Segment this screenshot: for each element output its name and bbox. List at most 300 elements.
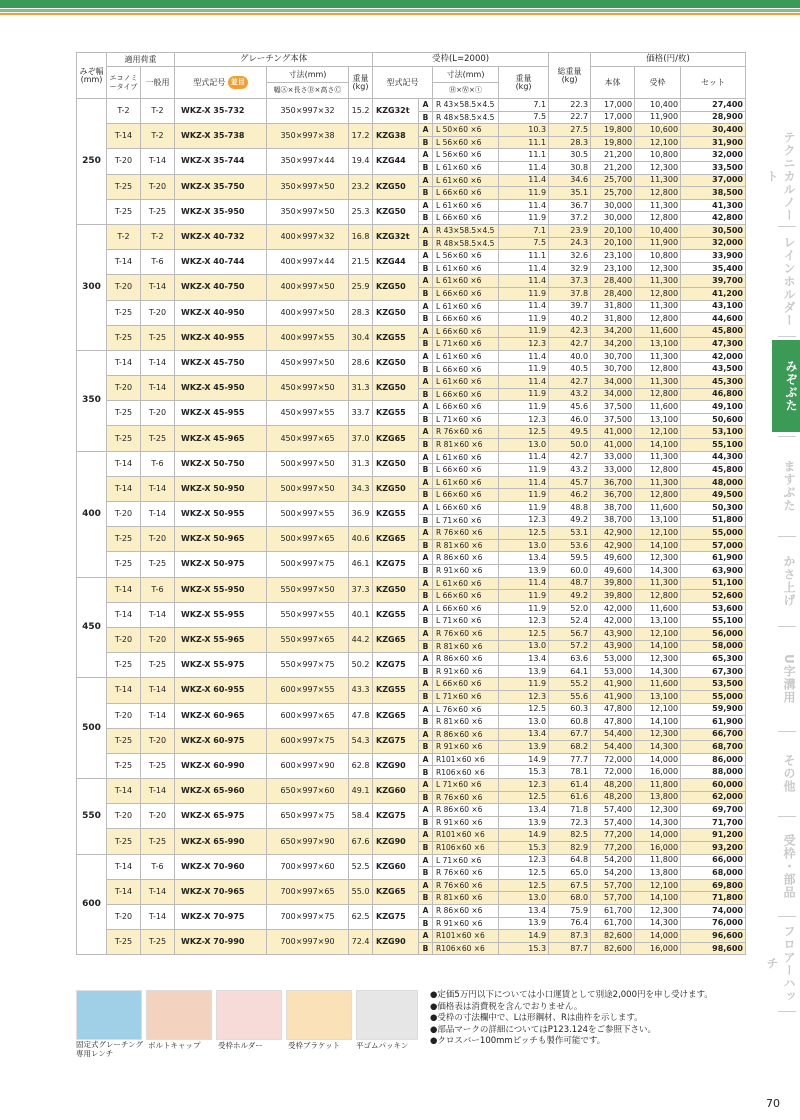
frame-dimension-cell: R 86×60 ×6 [433, 804, 499, 817]
total-weight-cell: 60.8 [549, 716, 591, 729]
eco-load-cell: T-25 [107, 829, 141, 854]
frame-weight-cell: 10.3 [499, 124, 549, 137]
total-weight-cell: 27.5 [549, 124, 591, 137]
frame-dimension-cell: L 56×60 ×6 [433, 136, 499, 149]
frame-model-cell: KZG44 [373, 250, 419, 275]
frame-dimension-cell: L 61×60 ×6 [433, 275, 499, 288]
frame-dimension-cell: R 81×60 ×6 [433, 716, 499, 729]
dimension-cell: 500×997×75 [267, 552, 349, 577]
body-price-cell: 17,000 [591, 99, 635, 112]
body-price-cell: 77,200 [591, 829, 635, 842]
header-load: 適用荷重 [107, 53, 175, 67]
frame-model-cell: KZG32t [373, 99, 419, 124]
total-weight-cell: 37.3 [549, 275, 591, 288]
dimension-cell: 350×997×44 [267, 149, 349, 174]
table-row [77, 325, 746, 338]
total-weight-cell: 55.6 [549, 690, 591, 703]
frame-price-cell: 12,100 [635, 879, 681, 892]
header-frame: 受枠(L=2000) [373, 53, 549, 67]
body-price-cell: 17,000 [591, 111, 635, 124]
dimension-cell: 350×997×50 [267, 199, 349, 224]
general-load-cell: T-14 [141, 779, 175, 804]
accessory-images [76, 990, 421, 1058]
dimension-cell: 400×997×50 [267, 275, 349, 300]
body-price-cell: 41,000 [591, 439, 635, 452]
body-price-cell: 53,000 [591, 653, 635, 666]
accessory-caption: 平ゴムパッキン [356, 1041, 409, 1050]
table-row [77, 401, 746, 414]
frame-price-cell: 14,100 [635, 439, 681, 452]
frame-type-cell: A [419, 930, 433, 943]
frame-price-cell: 14,100 [635, 539, 681, 552]
dimension-cell: 600×997×55 [267, 678, 349, 703]
set-price-cell: 69,800 [681, 879, 746, 892]
general-load-cell: T-20 [141, 804, 175, 829]
set-price-cell: 68,700 [681, 741, 746, 754]
frame-weight-cell: 11.4 [499, 174, 549, 187]
body-price-cell: 57,400 [591, 816, 635, 829]
set-price-cell: 68,000 [681, 867, 746, 880]
frame-weight-cell: 13.4 [499, 552, 549, 565]
frame-price-cell: 10,800 [635, 250, 681, 263]
model-cell: WKZ-X 40-732 [175, 224, 267, 249]
set-price-cell: 41,200 [681, 287, 746, 300]
frame-dimension-cell: R 91×60 ×6 [433, 816, 499, 829]
dimension-cell: 700×997×90 [267, 930, 349, 955]
model-cell: WKZ-X 50-950 [175, 476, 267, 501]
general-load-cell: T-25 [141, 829, 175, 854]
frame-dimension-cell: R 43×58.5×4.5 [433, 224, 499, 237]
frame-price-cell: 11,900 [635, 237, 681, 250]
body-price-cell: 49,600 [591, 564, 635, 577]
total-weight-cell: 60.0 [549, 564, 591, 577]
frame-bracket-image [286, 990, 352, 1040]
frame-model-cell: KZG60 [373, 854, 419, 879]
weight-cell: 52.5 [349, 854, 373, 879]
model-cell: WKZ-X 35-750 [175, 174, 267, 199]
frame-weight-cell: 13.9 [499, 564, 549, 577]
weight-cell: 28.6 [349, 350, 373, 375]
frame-model-cell: KZG50 [373, 476, 419, 501]
frame-price-cell: 12,800 [635, 313, 681, 326]
frame-price-cell: 14,000 [635, 829, 681, 842]
frame-type-cell: A [419, 476, 433, 489]
top-color-bar [0, 0, 800, 24]
frame-weight-cell: 13.4 [499, 804, 549, 817]
frame-dimension-cell: R 91×60 ×6 [433, 917, 499, 930]
wrench-image [76, 990, 142, 1040]
weight-cell: 16.8 [349, 224, 373, 249]
body-price-cell: 57,700 [591, 892, 635, 905]
model-cell: WKZ-X 35-732 [175, 99, 267, 124]
weight-cell: 43.3 [349, 678, 373, 703]
general-load-cell: T-14 [141, 275, 175, 300]
weight-cell: 40.1 [349, 602, 373, 627]
frame-dimension-cell: L 71×60 ×6 [433, 854, 499, 867]
frame-price-cell: 11,600 [635, 502, 681, 515]
set-price-cell: 58,000 [681, 640, 746, 653]
total-weight-cell: 24.3 [549, 237, 591, 250]
frame-type-cell: B [419, 590, 433, 603]
frame-dimension-cell: R101×60 ×6 [433, 829, 499, 842]
weight-cell: 37.0 [349, 426, 373, 451]
page-number: 70 [766, 1097, 780, 1110]
frame-price-cell: 14,300 [635, 564, 681, 577]
side-tab-divider [778, 536, 796, 537]
weight-cell: 19.4 [349, 149, 373, 174]
total-weight-cell: 68.2 [549, 741, 591, 754]
side-tab-divider [778, 816, 796, 817]
body-price-cell: 28,400 [591, 287, 635, 300]
general-load-cell: T-20 [141, 527, 175, 552]
model-cell: WKZ-X 65-960 [175, 779, 267, 804]
body-price-cell: 38,700 [591, 514, 635, 527]
frame-price-cell: 12,300 [635, 262, 681, 275]
eco-load-cell: T-25 [107, 527, 141, 552]
side-tab-divider [778, 336, 796, 337]
header-dims: 寸法(mm) [267, 67, 349, 83]
header-total: 総重量 (kg) [549, 53, 591, 99]
total-weight-cell: 40.5 [549, 363, 591, 376]
side-tab[interactable]: 受枠・部品 [782, 833, 796, 899]
frame-price-cell: 11,800 [635, 779, 681, 792]
set-price-cell: 47,300 [681, 338, 746, 351]
set-price-cell: 39,700 [681, 275, 746, 288]
header-general: 一般用 [141, 67, 175, 99]
frame-dimension-cell: L 66×60 ×6 [433, 602, 499, 615]
body-price-cell: 25,700 [591, 174, 635, 187]
table-row [77, 502, 746, 515]
frame-model-cell: KZG90 [373, 753, 419, 778]
dimension-cell: 500×997×65 [267, 527, 349, 552]
weight-cell: 21.5 [349, 250, 373, 275]
frame-price-cell: 12,300 [635, 905, 681, 918]
body-price-cell: 21,200 [591, 149, 635, 162]
frame-type-cell: A [419, 527, 433, 540]
frame-weight-cell: 11.4 [499, 161, 549, 174]
model-cell: WKZ-X 40-955 [175, 325, 267, 350]
set-price-cell: 41,300 [681, 199, 746, 212]
side-tab[interactable]: みぞぶた [772, 340, 800, 432]
body-price-cell: 33,000 [591, 464, 635, 477]
weight-cell: 47.8 [349, 703, 373, 728]
body-price-cell: 38,700 [591, 502, 635, 515]
header-eco: エコノミータイプ [107, 67, 141, 99]
frame-price-cell: 12,300 [635, 552, 681, 565]
frame-price-cell: 11,300 [635, 350, 681, 363]
frame-type-cell: B [419, 716, 433, 729]
frame-type-cell: A [419, 905, 433, 918]
frame-type-cell: B [419, 388, 433, 401]
body-price-cell: 47,800 [591, 716, 635, 729]
dimension-cell: 700×997×65 [267, 879, 349, 904]
frame-dimension-cell: L 71×60 ×6 [433, 514, 499, 527]
model-cell: WKZ-X 70-965 [175, 879, 267, 904]
frame-weight-cell: 11.9 [499, 325, 549, 338]
body-price-cell: 82,600 [591, 930, 635, 943]
set-price-cell: 31,900 [681, 136, 746, 149]
frame-dimension-cell: L 50×60 ×6 [433, 124, 499, 137]
set-price-cell: 48,000 [681, 476, 746, 489]
frame-dimension-cell: L 71×60 ×6 [433, 413, 499, 426]
set-price-cell: 51,100 [681, 577, 746, 590]
body-price-cell: 61,700 [591, 905, 635, 918]
dimension-cell: 450×997×55 [267, 401, 349, 426]
side-tab[interactable]: U字溝用 [782, 653, 796, 704]
dimension-cell: 400×997×32 [267, 224, 349, 249]
frame-dimension-cell: R 76×60 ×6 [433, 527, 499, 540]
frame-price-cell: 10,400 [635, 224, 681, 237]
table-row [77, 552, 746, 565]
body-price-cell: 48,200 [591, 779, 635, 792]
frame-weight-cell: 14.9 [499, 753, 549, 766]
model-cell: WKZ-X 55-955 [175, 602, 267, 627]
frame-model-cell: KZG75 [373, 804, 419, 829]
total-weight-cell: 42.7 [549, 451, 591, 464]
general-load-cell: T-6 [141, 577, 175, 602]
frame-type-cell: A [419, 703, 433, 716]
total-weight-cell: 48.8 [549, 502, 591, 515]
dimension-cell: 450×997×50 [267, 376, 349, 401]
table-row [77, 149, 746, 162]
total-weight-cell: 52.0 [549, 602, 591, 615]
frame-price-cell: 14,300 [635, 816, 681, 829]
frame-weight-cell: 11.9 [499, 502, 549, 515]
side-tab-divider [778, 1011, 796, 1012]
frame-price-cell: 14,000 [635, 753, 681, 766]
weight-cell: 62.5 [349, 905, 373, 930]
eco-load-cell: T-20 [107, 703, 141, 728]
set-price-cell: 44,300 [681, 451, 746, 464]
total-weight-cell: 22.7 [549, 111, 591, 124]
frame-dimension-cell: L 66×60 ×6 [433, 325, 499, 338]
frame-price-cell: 11,300 [635, 174, 681, 187]
dimension-cell: 500×997×55 [267, 502, 349, 527]
frame-model-cell: KZG38 [373, 124, 419, 149]
frame-price-cell: 11,600 [635, 602, 681, 615]
total-weight-cell: 55.2 [549, 678, 591, 691]
header-frame-weight: 重量 (kg) [499, 67, 549, 99]
set-price-cell: 74,000 [681, 905, 746, 918]
frame-dimension-cell: R106×60 ×6 [433, 842, 499, 855]
frame-weight-cell: 14.9 [499, 829, 549, 842]
frame-price-cell: 14,300 [635, 741, 681, 754]
model-cell: WKZ-X 45-965 [175, 426, 267, 451]
frame-dimension-cell: L 61×60 ×6 [433, 476, 499, 489]
frame-type-cell: B [419, 187, 433, 200]
side-tab-divider [778, 436, 796, 437]
set-price-cell: 28,900 [681, 111, 746, 124]
eco-load-cell: T-20 [107, 627, 141, 652]
frame-model-cell: KZG50 [373, 174, 419, 199]
body-price-cell: 25,700 [591, 187, 635, 200]
frame-price-cell: 14,000 [635, 930, 681, 943]
frame-dimension-cell: L 71×60 ×6 [433, 615, 499, 628]
frame-dimension-cell: R101×60 ×6 [433, 930, 499, 943]
side-tab[interactable]: テクニカルノート [765, 130, 796, 222]
general-load-cell: T-20 [141, 174, 175, 199]
table-row [77, 905, 746, 918]
general-load-cell: T-2 [141, 224, 175, 249]
frame-price-cell: 11,300 [635, 577, 681, 590]
frame-price-cell: 12,300 [635, 728, 681, 741]
set-price-cell: 55,000 [681, 527, 746, 540]
side-tab[interactable]: フロアーハッチ [765, 924, 796, 1003]
frame-type-cell: A [419, 653, 433, 666]
side-tab[interactable]: レインホルダー [782, 235, 796, 327]
dimension-cell: 400×997×44 [267, 250, 349, 275]
frame-price-cell: 12,800 [635, 388, 681, 401]
set-price-cell: 96,600 [681, 930, 746, 943]
eco-load-cell: T-25 [107, 325, 141, 350]
dimension-cell: 650×997×60 [267, 779, 349, 804]
frame-type-cell: A [419, 753, 433, 766]
total-weight-cell: 64.1 [549, 665, 591, 678]
body-price-cell: 54,200 [591, 867, 635, 880]
accessory-caption: 固定式グレーチング 専用レンチ [76, 1040, 143, 1058]
set-price-cell: 32,000 [681, 237, 746, 250]
frame-type-cell: B [419, 413, 433, 426]
frame-dimension-cell: L 66×60 ×6 [433, 287, 499, 300]
rubber-packing-image [356, 990, 418, 1040]
dimension-cell: 500×997×50 [267, 451, 349, 476]
frame-weight-cell: 12.5 [499, 867, 549, 880]
frame-weight-cell: 13.0 [499, 716, 549, 729]
set-price-cell: 45,300 [681, 376, 746, 389]
frame-weight-cell: 11.4 [499, 275, 549, 288]
total-weight-cell: 30.5 [549, 149, 591, 162]
eco-load-cell: T-14 [107, 124, 141, 149]
eco-load-cell: T-2 [107, 99, 141, 124]
frame-type-cell: B [419, 640, 433, 653]
frame-dimension-cell: R 86×60 ×6 [433, 905, 499, 918]
frame-type-cell: A [419, 325, 433, 338]
model-cell: WKZ-X 40-744 [175, 250, 267, 275]
frame-price-cell: 12,100 [635, 627, 681, 640]
body-price-cell: 39,800 [591, 590, 635, 603]
dimension-cell: 550×997×50 [267, 577, 349, 602]
frame-price-cell: 11,300 [635, 300, 681, 313]
table-row [77, 804, 746, 817]
frame-weight-cell: 15.3 [499, 766, 549, 779]
header-model-label: 型式記号 [193, 78, 226, 87]
frame-weight-cell: 12.3 [499, 779, 549, 792]
frame-price-cell: 12,300 [635, 161, 681, 174]
mizohaba-cell: 350 [77, 350, 107, 451]
frame-type-cell: B [419, 262, 433, 275]
total-weight-cell: 48.7 [549, 577, 591, 590]
general-load-cell: T-14 [141, 476, 175, 501]
weight-cell: 40.6 [349, 527, 373, 552]
frame-type-cell: A [419, 224, 433, 237]
frame-weight-cell: 12.3 [499, 413, 549, 426]
eco-load-cell: T-25 [107, 653, 141, 678]
set-price-cell: 88,000 [681, 766, 746, 779]
total-weight-cell: 45.6 [549, 401, 591, 414]
set-price-cell: 51,800 [681, 514, 746, 527]
frame-dimension-cell: L 71×60 ×6 [433, 779, 499, 792]
eco-load-cell: T-25 [107, 728, 141, 753]
general-load-cell: T-2 [141, 124, 175, 149]
eco-load-cell: T-25 [107, 300, 141, 325]
general-load-cell: T-14 [141, 879, 175, 904]
side-tab[interactable]: かさ上げ [782, 555, 796, 607]
set-price-cell: 69,700 [681, 804, 746, 817]
eco-load-cell: T-14 [107, 879, 141, 904]
dimension-cell: 350×997×50 [267, 174, 349, 199]
frame-dimension-cell: L 66×60 ×6 [433, 401, 499, 414]
frame-model-cell: KZG50 [373, 376, 419, 401]
general-load-cell: T-14 [141, 350, 175, 375]
frame-dimension-cell: L 61×60 ×6 [433, 350, 499, 363]
frame-model-cell: KZG65 [373, 426, 419, 451]
frame-price-cell: 10,400 [635, 99, 681, 112]
dimension-cell: 600×997×65 [267, 703, 349, 728]
general-load-cell: T-20 [141, 300, 175, 325]
body-price-cell: 42,000 [591, 602, 635, 615]
header-frame-dims: 寸法(mm) [433, 67, 499, 83]
frame-price-cell: 12,300 [635, 653, 681, 666]
frame-price-cell: 14,300 [635, 917, 681, 930]
frame-weight-cell: 13.9 [499, 741, 549, 754]
eco-load-cell: T-25 [107, 174, 141, 199]
frame-type-cell: B [419, 313, 433, 326]
frame-type-cell: B [419, 539, 433, 552]
eco-load-cell: T-14 [107, 451, 141, 476]
frame-price-cell: 11,300 [635, 476, 681, 489]
side-tab-divider [778, 916, 796, 917]
frame-price-cell: 12,800 [635, 590, 681, 603]
frame-dimension-cell: L 66×60 ×6 [433, 502, 499, 515]
set-price-cell: 56,000 [681, 627, 746, 640]
set-price-cell: 61,900 [681, 716, 746, 729]
frame-type-cell: A [419, 829, 433, 842]
total-weight-cell: 49.2 [549, 514, 591, 527]
frame-model-cell: KZG75 [373, 728, 419, 753]
frame-model-cell: KZG50 [373, 199, 419, 224]
general-load-cell: T-6 [141, 451, 175, 476]
general-load-cell: T-25 [141, 753, 175, 778]
frame-price-cell: 14,100 [635, 892, 681, 905]
general-load-cell: T-25 [141, 653, 175, 678]
frame-type-cell: A [419, 99, 433, 112]
frame-type-cell: B [419, 867, 433, 880]
frame-dimension-cell: L 61×60 ×6 [433, 577, 499, 590]
frame-price-cell: 16,000 [635, 766, 681, 779]
header-frame-model: 型式記号 [373, 67, 433, 99]
frame-weight-cell: 11.4 [499, 199, 549, 212]
weight-cell: 17.2 [349, 124, 373, 149]
frame-price-cell: 13,100 [635, 338, 681, 351]
frame-model-cell: KZG75 [373, 552, 419, 577]
body-price-cell: 23,100 [591, 262, 635, 275]
frame-weight-cell: 13.4 [499, 728, 549, 741]
side-tab[interactable]: ますぶた [782, 460, 796, 512]
frame-model-cell: KZG55 [373, 602, 419, 627]
set-price-cell: 30,400 [681, 124, 746, 137]
frame-weight-cell: 13.0 [499, 640, 549, 653]
frame-type-cell: A [419, 728, 433, 741]
frame-dimension-cell: R 81×60 ×6 [433, 539, 499, 552]
total-weight-cell: 28.3 [549, 136, 591, 149]
side-tab-divider [778, 731, 796, 732]
side-tab[interactable]: その他 [782, 754, 796, 793]
set-price-cell: 33,500 [681, 161, 746, 174]
frame-type-cell: B [419, 615, 433, 628]
frame-price-cell: 11,300 [635, 199, 681, 212]
frame-price-cell: 12,800 [635, 464, 681, 477]
total-weight-cell: 43.2 [549, 388, 591, 401]
